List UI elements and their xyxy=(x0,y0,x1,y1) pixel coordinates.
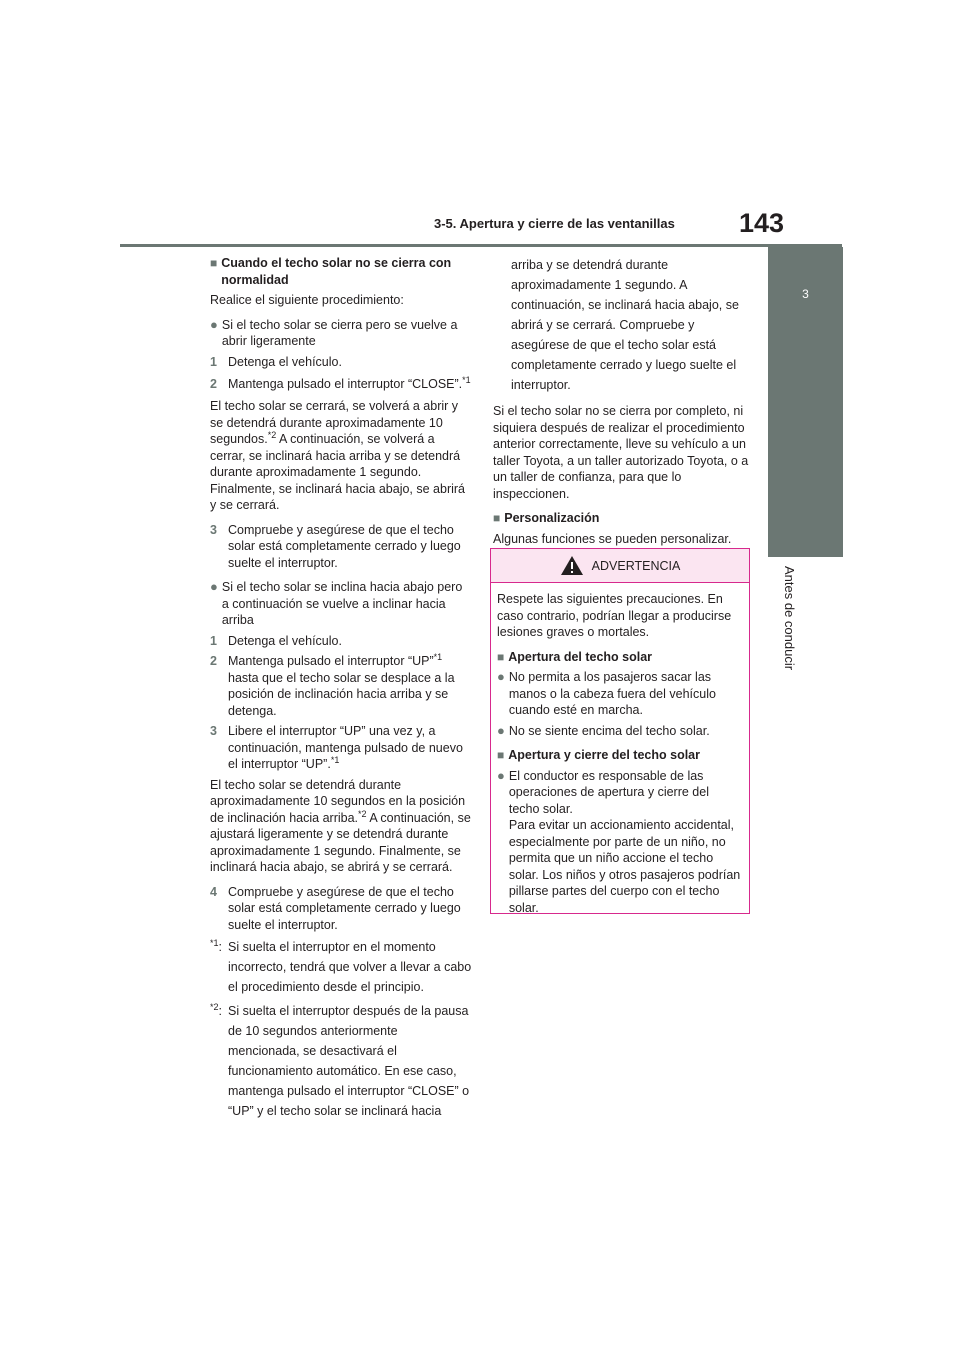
right-column xyxy=(493,255,755,572)
warning-box xyxy=(490,548,750,914)
square-bullet-icon: ■ xyxy=(210,256,218,270)
step-item: 2 Mantenga pulsado el interruptor “CLOSE”.$^{*1}$ xyxy=(210,374,471,391)
warning-body xyxy=(491,583,749,928)
warning-subheading: ■ Apertura del techo solar xyxy=(497,649,653,664)
warning-bullet: ● El conductor es responsable de las operaciones de apertura y cierre del techo solar. Para evitar un accionamiento accidental, especialmente por parte de un niño, no permita que un niño accione el techo solar. Los niños y otros pasajeros podrían pillarse partes del cuerpo con el techo solar. xyxy=(497,767,741,915)
page-number: 143 xyxy=(739,208,785,238)
paragraph: Si el techo solar no se cierra por completo, ni siquiera después de realizar el procedimiento anterior correctamente, lleve su vehículo a un taller Toyota, a un taller autorizado Toyota, o a un taller de confianza, para que lo inspeccionen. xyxy=(493,404,749,501)
step-item: 2 Mantenga pulsado el interruptor “UP”$^{*1}$ hasta que el techo solar se desplace a la posición de inclinación hacia arriba y se detenga. xyxy=(210,651,455,718)
footnote: $^{*2}$: Si suelta el interruptor después de la pausa de 10 segundos anteriormente mencionada, se desactivará el funcionamiento automático. En ese caso, mantenga pulsado el interruptor “CLOSE” o “UP” y el techo solar se inclinará hacia xyxy=(210,1001,470,1118)
bullet-item: ● Si el techo solar se inclina hacia abajo pero a continuación se vuelve a inclinar hacia arriba xyxy=(210,579,463,627)
circle-bullet-icon: ● xyxy=(210,316,218,332)
step-item: 1 Detenga el vehículo. xyxy=(210,354,342,369)
warning-bullet: ● No se siente encima del techo solar. xyxy=(497,722,710,738)
step-item: 3 Compruebe y asegúrese de que el techo solar está completamente cerrado y luego suelte el interruptor. xyxy=(210,522,461,570)
square-bullet-icon: ■ xyxy=(497,748,505,762)
warning-title: ADVERTENCIA xyxy=(591,558,681,573)
heading-customization: ■ Personalización xyxy=(493,511,600,525)
circle-bullet-icon: ● xyxy=(497,767,505,783)
warning-bullet: ● No permita a los pasajeros sacar las manos o la cabeza fuera del vehículo cuando esté en marcha. xyxy=(497,669,716,717)
paragraph: El techo solar se cerrará, se volverá a abrir y se detendrá durante aproximadamente 10 segundos.$^{*2}$ A continuación, se volverá a cerrar, se inclinará hacia arriba y se detendrá durante aproximadamente 1 segundo. Finalmente, se inclinará hacia abajo, se abrirá y se cerrará. xyxy=(210,399,465,512)
paragraph: El techo solar se detendrá durante aproximadamente 10 segundos en la posición de inclinación hacia arriba.$^{*2}$ A continuación, se ajustará ligeramente y se detendrá durante aproximadamente 1 segundo. Finalmente, se inclinará hacia abajo, se abrirá y se cerrará. xyxy=(210,777,471,874)
intro-text: Realice el siguiente procedimiento: xyxy=(210,293,404,307)
warning-subheading: ■ Apertura y cierre del techo solar xyxy=(497,748,700,762)
header-rule xyxy=(120,244,842,247)
circle-bullet-icon: ● xyxy=(497,669,505,684)
chapter-number: 3 xyxy=(802,287,809,301)
bullet-item: ● Si el techo solar se cierra pero se vuelve a abrir ligeramente xyxy=(210,316,458,348)
footnote: $^{*1}$: Si suelta el interruptor en el momento incorrecto, tendrá que volver a llevar a cabo el procedimiento desde el principio. xyxy=(210,937,472,994)
warning-intro: Respete las siguientes precauciones. En caso contrario, podrían llegar a producirse lesiones graves o mortales. xyxy=(497,592,732,639)
square-bullet-icon: ■ xyxy=(497,649,505,664)
warning-triangle-icon xyxy=(560,555,584,576)
step-item: 4 Compruebe y asegúrese de que el techo solar está completamente cerrado y luego suelte el interruptor. xyxy=(210,884,461,932)
continued-text: arriba y se detendrá durante aproximadamente 1 segundo. A continuación, se inclinará hacia abajo, se abrirá y se cerrará. Compruebe y asegúrese de que el techo solar está completamente cerrado y luego suelte el interruptor. xyxy=(511,258,739,392)
square-bullet-icon: ■ xyxy=(493,511,501,525)
step-item: 3 Libere el interruptor “UP” una vez y, a continuación, mantenga pulsado de nuevo el interruptor “UP”.$^{*1}$ xyxy=(210,724,463,771)
warning-header xyxy=(491,549,749,583)
step-item: 1 Detenga el vehículo. xyxy=(210,633,342,648)
left-column xyxy=(210,255,472,1125)
circle-bullet-icon: ● xyxy=(210,579,218,594)
section-title: 3-5. Apertura y cierre de las ventanillas xyxy=(434,216,675,231)
customization-text: Algunas funciones se pueden personalizar. xyxy=(493,531,732,546)
circle-bullet-icon: ● xyxy=(497,722,505,738)
chapter-name: Antes de conducir xyxy=(782,566,797,671)
chapter-tab xyxy=(768,247,843,557)
heading-not-closing: ■ Cuando el techo solar no se cierra con normalidad xyxy=(210,256,452,287)
